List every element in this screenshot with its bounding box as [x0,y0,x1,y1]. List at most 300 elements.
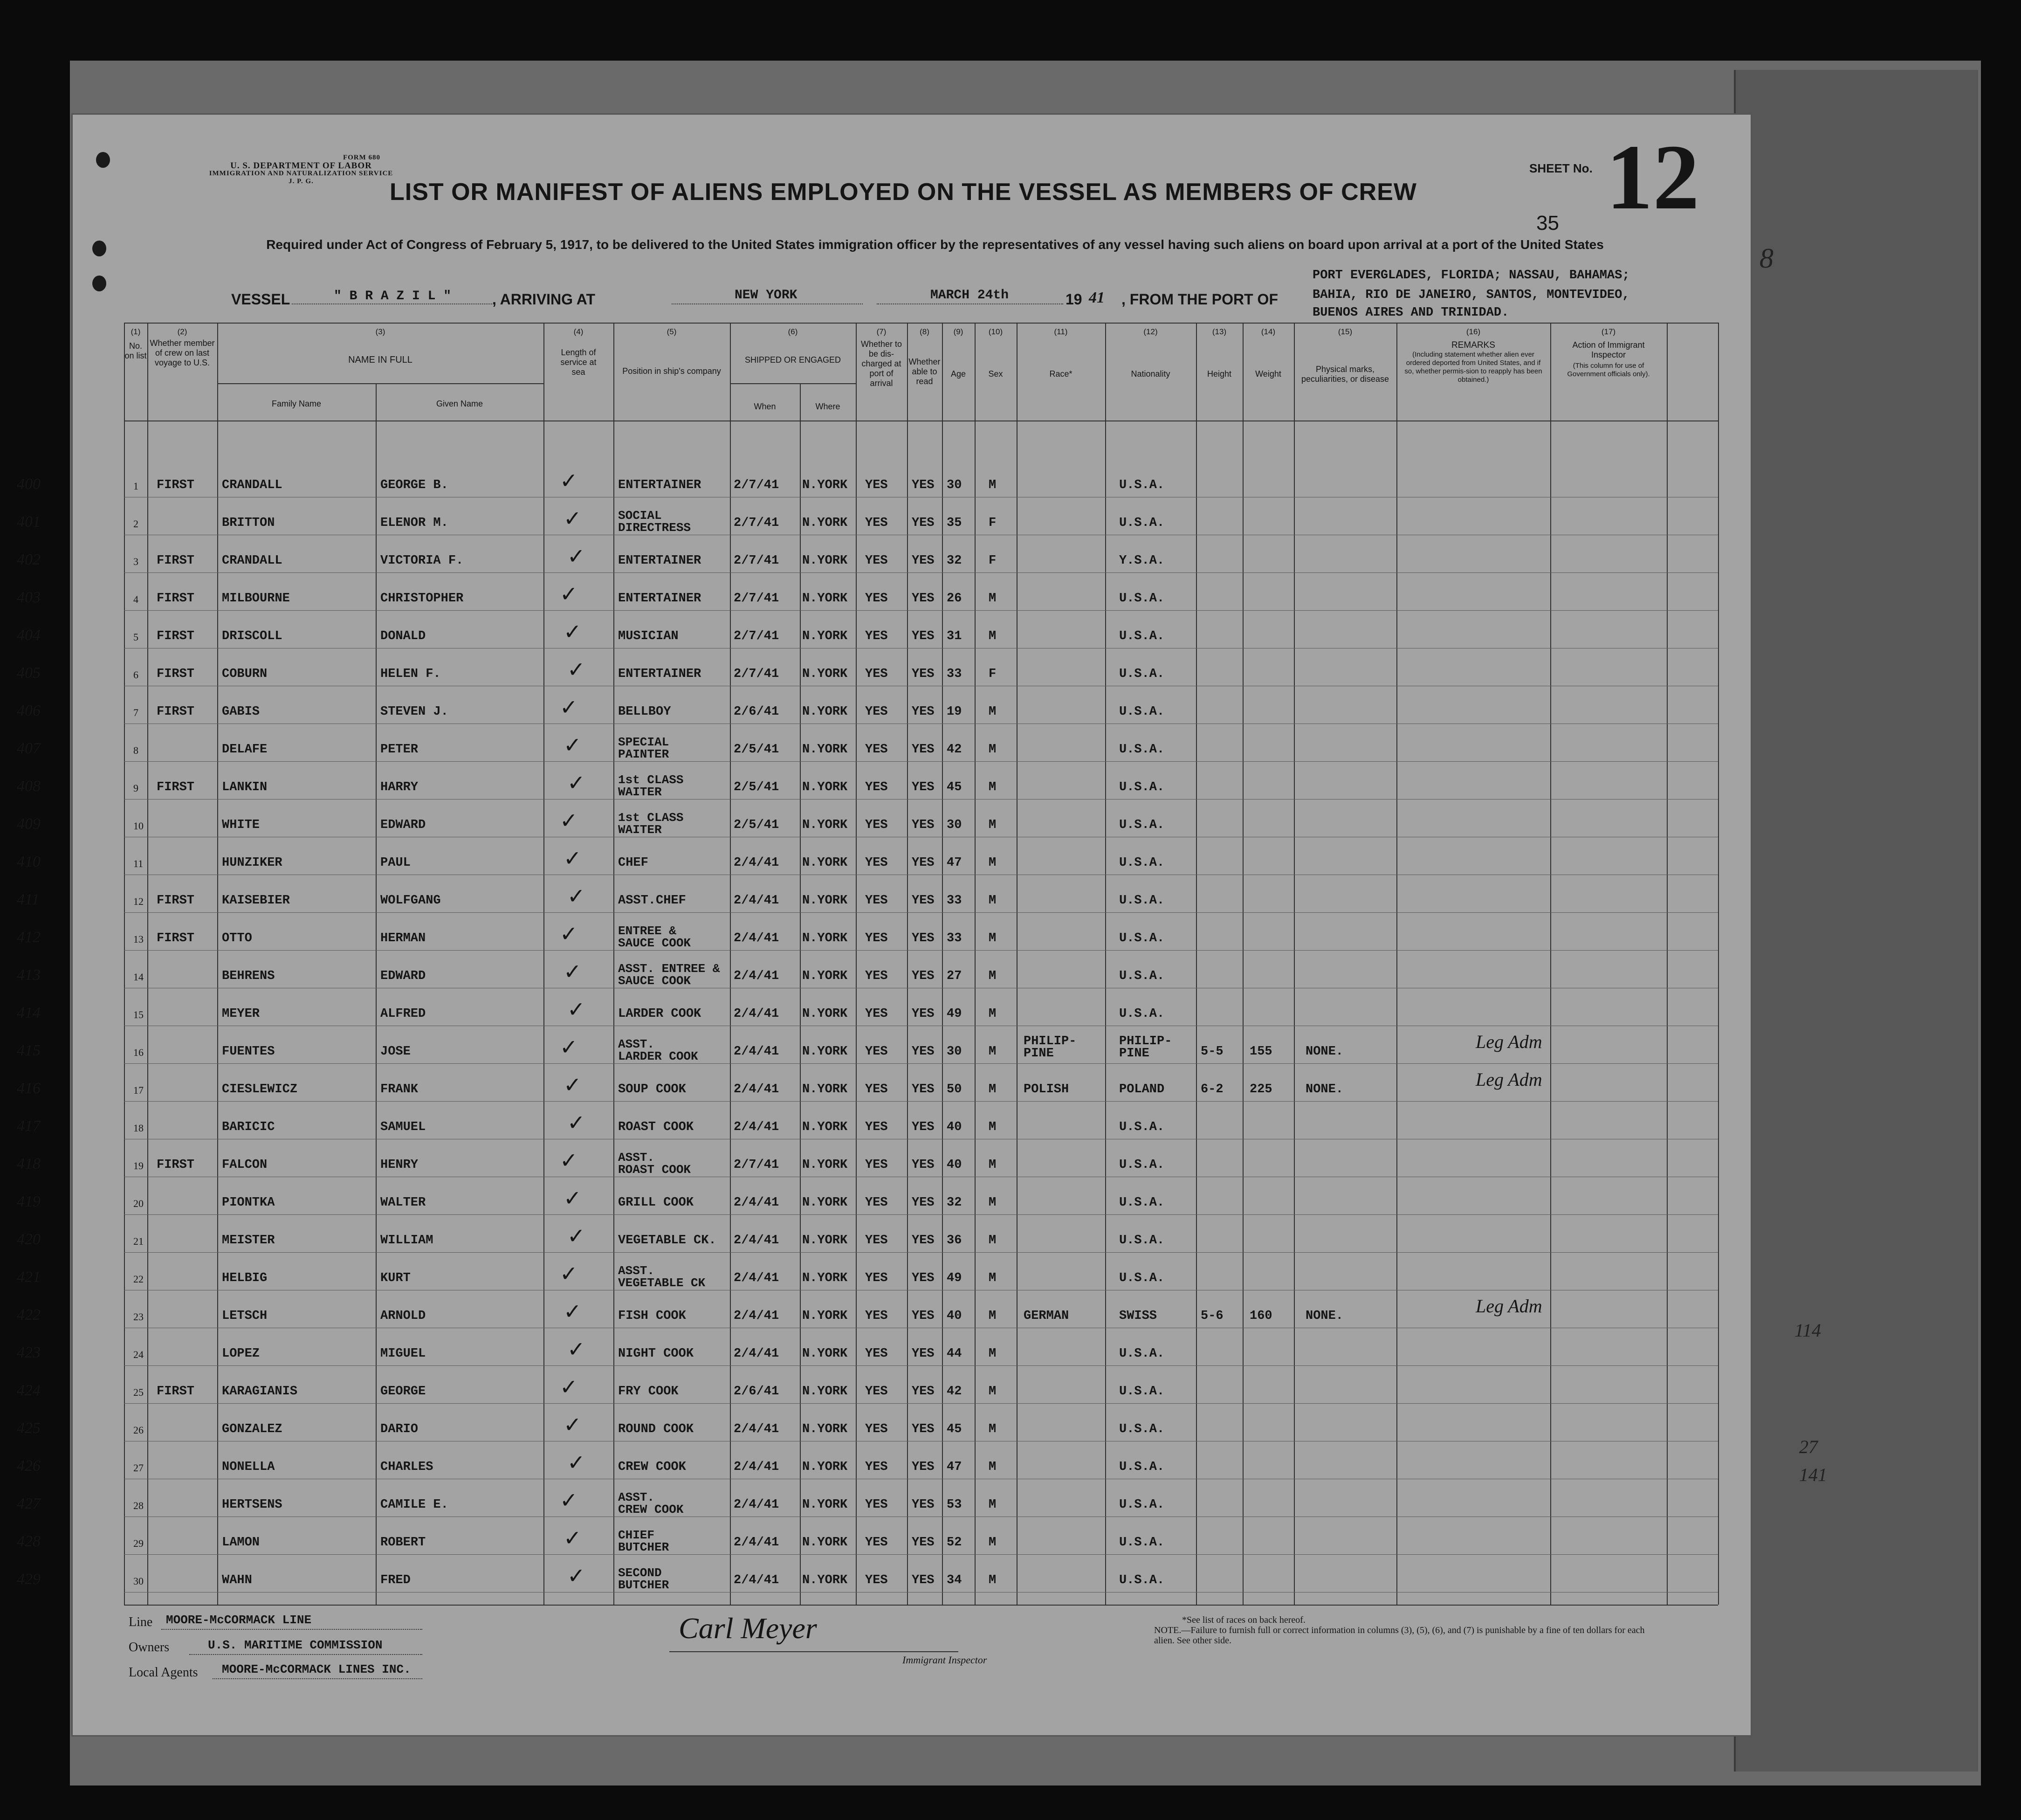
sex: M [989,1498,997,1512]
shipped-when: 2/4/41 [734,1196,779,1210]
shipped-when: 2/4/41 [734,1498,779,1512]
inspector-label: Immigrant Inspector [902,1654,987,1666]
check-mark-icon: ✓ [567,544,585,569]
col10-number: (10) [988,327,1003,336]
shipped-where: N.YORK [802,1536,848,1550]
given-name: STEVEN J. [380,705,448,719]
vessel-line [292,303,492,304]
position: VEGETABLE CK. [618,1234,716,1248]
col12-heading: Nationality [1131,369,1170,379]
shipped-when: 2/4/41 [734,1573,779,1587]
family-name: WHITE [222,818,260,832]
side-scrawl-4: 141 [1799,1464,1827,1485]
margin-line-number: 401 [17,513,41,531]
family-name: GONZALEZ [222,1422,282,1436]
col9-heading: Age [950,369,966,379]
given-name: WOLFGANG [380,894,441,908]
owners-rule [189,1654,422,1655]
given-name: GEORGE [380,1385,426,1399]
margin-line-number: 422 [17,1306,41,1324]
age: 33 [947,931,962,945]
side-scrawl-1: 8 [1760,243,1774,274]
family-name: KAISEBIER [222,894,290,908]
discharged: YES [865,1045,888,1059]
nationality: U.S.A. [1119,818,1165,832]
margin-line-number: 417 [17,1117,41,1135]
age: 40 [947,1158,962,1172]
position: ENTERTAINER [618,554,701,568]
year-label: 19 [1065,291,1082,308]
family-name: COBURN [222,667,268,681]
check-mark-icon: ✓ [567,657,585,682]
able-to-read: YES [912,894,935,908]
discharged: YES [865,1422,888,1436]
given-name: CHARLES [380,1460,433,1474]
given-name: HELEN F. [380,667,441,681]
prior-voyage: FIRST [157,478,195,492]
shipped-when: 2/7/41 [734,554,779,568]
sex: M [989,1422,997,1436]
check-mark-icon: ✓ [567,1223,585,1248]
table-row [17,686,1751,724]
given-name-heading: Given Name [436,399,483,408]
col2-heading: Whether member of crew on last voyage to U.S. [150,338,215,367]
table-row [17,1328,1751,1366]
family-name: MEISTER [222,1234,275,1248]
position-line-1: ENTREE & [618,924,676,938]
departure-port-line-3: BUENOS AIRES AND TRINIDAD. [1313,306,1509,320]
margin-line-number: 429 [17,1571,41,1588]
age: 30 [947,478,962,492]
position [618,1567,669,1591]
check-mark-icon: ✓ [567,1110,585,1135]
table-top-rule [124,323,1718,324]
departure-port-line-2: BAHIA, RIO DE JANEIRO, SANTOS, MONTEVIDEO, [1313,288,1630,302]
check-mark-icon: ✓ [560,1261,578,1286]
able-to-read: YES [912,667,935,681]
position-line-1: SOCIAL [618,509,662,523]
col15-heading: Physical marks, peculiarities, or disease [1301,365,1389,384]
shipped-when: 2/5/41 [734,780,779,794]
family-name: NONELLA [222,1460,275,1474]
able-to-read: YES [912,629,935,643]
list-number: 20 [133,1198,144,1209]
able-to-read: YES [912,1082,935,1096]
shipped-when: 2/4/41 [734,1460,779,1474]
shipped-where: N.YORK [802,818,848,832]
sex: M [989,478,997,492]
family-name: MEYER [222,1007,260,1021]
margin-line-number: 404 [17,627,41,644]
sex: M [989,931,997,945]
family-name: MILBOURNE [222,592,290,606]
list-number: 17 [133,1084,144,1096]
discharged: YES [865,1347,888,1361]
family-name: KARAGIANIS [222,1385,298,1399]
weight: 225 [1250,1082,1272,1096]
sex: F [989,667,997,681]
able-to-read: YES [912,554,935,568]
prior-voyage: FIRST [157,1158,195,1172]
position: ENTERTAINER [618,478,701,492]
family-name: LANKIN [222,780,268,794]
departure-port-line-1: PORT EVERGLADES, FLORIDA; NASSAU, BAHAMAS; [1313,269,1630,283]
nationality: U.S.A. [1119,1460,1165,1474]
position [618,736,669,760]
able-to-read: YES [912,1196,935,1210]
sex: M [989,743,997,757]
table-row [17,1479,1751,1517]
margin-line-number: 410 [17,853,41,870]
given-name: VICTORIA F. [380,554,464,568]
age: 44 [947,1347,962,1361]
shipped-subrule [730,383,856,384]
discharged: YES [865,554,888,568]
height: 5-5 [1201,1045,1224,1059]
shipped-when: 2/4/41 [734,1120,779,1134]
position: NIGHT COOK [618,1347,694,1361]
date-line [877,303,1063,304]
nationality: U.S.A. [1119,1498,1165,1512]
nationality: U.S.A. [1119,592,1165,606]
position-line-2: SAUCE COOK [618,936,691,950]
given-name: SAMUEL [380,1120,426,1134]
position-line-1: ASST. [618,1151,655,1165]
nationality: U.S.A. [1119,1196,1165,1210]
list-number: 13 [133,933,144,945]
sex: M [989,1309,997,1323]
family-name: FUENTES [222,1045,275,1059]
able-to-read: YES [912,1460,935,1474]
margin-line-number: 427 [17,1495,41,1512]
shipped-when: 2/7/41 [734,667,779,681]
given-name: ARNOLD [380,1309,426,1323]
given-name: CHRISTOPHER [380,592,464,606]
given-name: WALTER [380,1196,426,1210]
family-name: PIONTKA [222,1196,275,1210]
physical-marks: NONE. [1306,1045,1344,1059]
prior-voyage: FIRST [157,629,195,643]
shipped-where: N.YORK [802,554,848,568]
shipped-when: 2/4/41 [734,1234,779,1248]
sex: M [989,1385,997,1399]
margin-line-number: 425 [17,1420,41,1437]
shipped-where: N.YORK [802,1460,848,1474]
shipped-when: 2/5/41 [734,818,779,832]
sex: M [989,1082,997,1096]
nationality: U.S.A. [1119,894,1165,908]
position: ENTERTAINER [618,592,701,606]
discharged: YES [865,629,888,643]
shipped-where: N.YORK [802,1082,848,1096]
table-row [17,1441,1751,1479]
form-number: FORM 680 [343,154,381,161]
position-line-1: CHIEF [618,1528,655,1542]
position [618,812,683,836]
discharged: YES [865,856,888,870]
age: 26 [947,592,962,606]
position: FRY COOK [618,1385,679,1399]
height: 5-6 [1201,1309,1224,1323]
position-line-1: ASST. [618,1490,655,1504]
position: LARDER COOK [618,1007,701,1021]
position-line-1: 1st CLASS [618,773,684,787]
age: 52 [947,1536,962,1550]
table-row [17,913,1751,951]
race: GERMAN [1024,1309,1069,1323]
given-name: HENRY [380,1158,419,1172]
sex: M [989,856,997,870]
shipped-when: 2/7/41 [734,478,779,492]
position: FISH COOK [618,1309,686,1323]
able-to-read: YES [912,1120,935,1134]
nationality: U.S.A. [1119,780,1165,794]
table-row [17,951,1751,988]
prior-voyage: FIRST [157,931,195,945]
arrival-year: 41 [1089,289,1105,306]
nationality: U.S.A. [1119,856,1165,870]
table-row [17,535,1751,573]
position-line-2: LARDER COOK [618,1049,698,1063]
shipped-where: N.YORK [802,1158,848,1172]
age: 33 [947,894,962,908]
table-row [17,1404,1751,1441]
margin-line-number: 411 [17,891,40,908]
list-number: 27 [133,1462,144,1474]
table-row [17,1290,1751,1328]
discharged: YES [865,516,888,530]
sex: M [989,1045,997,1059]
col10-heading: Sex [988,369,1003,379]
prior-voyage: FIRST [157,667,195,681]
position: ROAST COOK [618,1120,694,1134]
col17-subheading: (This column for use of Government officials only). [1567,362,1650,378]
arriving-line [672,303,863,304]
col4-heading: Length of service at sea [560,348,597,377]
given-name: DARIO [380,1422,419,1436]
sex: M [989,1196,997,1210]
discharged: YES [865,1007,888,1021]
table-row [17,762,1751,800]
races-note: *See list of races on back hereof. [1182,1615,1306,1625]
arriving-label: , ARRIVING AT [492,291,596,308]
list-number: 15 [133,1009,144,1020]
discharged: YES [865,1498,888,1512]
list-number: 30 [133,1575,144,1587]
table-row [17,648,1751,686]
col6-number: (6) [788,327,798,336]
family-name-heading: Family Name [271,399,321,408]
check-mark-icon: ✓ [560,1034,578,1060]
discharged: YES [865,1158,888,1172]
shipped-where: N.YORK [802,1234,848,1248]
family-name: HELBIG [222,1271,268,1285]
position [618,1265,705,1289]
col4-number: (4) [573,327,584,336]
shipped-where: N.YORK [802,478,848,492]
age: 19 [947,705,962,719]
shipped-when: 2/4/41 [734,1536,779,1550]
nationality: U.S.A. [1119,629,1165,643]
age: 49 [947,1007,962,1021]
table-row [17,1215,1751,1253]
prior-voyage: FIRST [157,705,195,719]
list-number: 24 [133,1349,144,1360]
list-number: 6 [133,669,138,681]
position [618,925,691,949]
sex: M [989,1271,997,1285]
nationality: POLAND [1119,1082,1165,1096]
shipped-where: N.YORK [802,856,848,870]
col13-number: (13) [1212,327,1227,336]
discharged: YES [865,1536,888,1550]
table-row [17,611,1751,648]
line-label: Line [129,1615,153,1629]
prior-voyage: FIRST [157,592,195,606]
position: ASST.CHEF [618,894,686,908]
able-to-read: YES [912,1234,935,1248]
family-name: BARICIC [222,1120,275,1134]
age: 30 [947,818,962,832]
given-name: CAMILE E. [380,1498,448,1512]
col9-number: (9) [953,327,963,336]
col8-heading: Whether able to read [908,357,941,386]
position [618,510,691,534]
shipped-where: N.YORK [802,1573,848,1587]
shipped-when: 2/7/41 [734,1158,779,1172]
sex: M [989,780,997,794]
list-number: 21 [133,1235,144,1247]
margin-line-number: 408 [17,778,41,795]
sex: F [989,516,997,530]
able-to-read: YES [912,1573,935,1587]
from-port-label: , FROM THE PORT OF [1121,291,1278,308]
position-line-1: 1st CLASS [618,811,684,825]
list-number: 3 [133,556,138,567]
col1-number: (1) [131,327,141,336]
family-name: LETSCH [222,1309,268,1323]
nationality: PHILIP-PINE [1119,1034,1172,1061]
family-name: WAHN [222,1573,252,1587]
position: CREW COOK [618,1460,686,1474]
discharged: YES [865,667,888,681]
col12-number: (12) [1143,327,1158,336]
family-name: BRITTON [222,516,275,530]
discharged: YES [865,743,888,757]
position-line-1: ASST. [618,1264,655,1278]
sex: M [989,1573,997,1587]
shipped-when: 2/7/41 [734,516,779,530]
arriving-port: NEW YORK [735,288,797,303]
table-bottom-rule [124,1605,1718,1606]
check-mark-icon: ✓ [560,695,578,720]
table-row [17,573,1751,611]
age: 32 [947,1196,962,1210]
check-mark-icon: ✓ [567,1337,585,1362]
margin-line-number: 409 [17,815,41,833]
position [618,1491,683,1516]
margin-line-number: 415 [17,1042,41,1059]
shipped-when: 2/4/41 [734,1422,779,1436]
table-row [17,875,1751,913]
given-name: DONALD [380,629,426,643]
age: 45 [947,1422,962,1436]
shipped-where: N.YORK [802,1007,848,1021]
shipped-when: 2/6/41 [734,1385,779,1399]
given-name: EDWARD [380,969,426,983]
shipped-where: N.YORK [802,705,848,719]
form-code: J. P. G. [289,178,314,185]
shipped-where: N.YORK [802,1045,848,1059]
able-to-read: YES [912,780,935,794]
margin-line-number: 421 [17,1268,41,1286]
position-line-2: WAITER [618,823,662,837]
remarks-handwritten: Leg Adm [1476,1069,1542,1090]
given-name: ELENOR M. [380,516,448,530]
nationality: U.S.A. [1119,1347,1165,1361]
prior-voyage: FIRST [157,554,195,568]
list-number: 25 [133,1386,144,1398]
shipped-when: 2/4/41 [734,1271,779,1285]
list-number: 18 [133,1122,144,1134]
col17-number: (17) [1601,327,1616,336]
col17-heading: Action of Immigrant Inspector [1572,340,1645,359]
shipped-where: N.YORK [802,1498,848,1512]
table-row [17,1064,1751,1102]
nationality: U.S.A. [1119,1158,1165,1172]
nationality: Y.S.A. [1119,554,1165,568]
position-line-2: WAITER [618,785,662,799]
able-to-read: YES [912,1045,935,1059]
age: 30 [947,1045,962,1059]
given-name: PAUL [380,856,411,870]
sex: M [989,969,997,983]
position-line-2: BUTCHER [618,1540,669,1554]
position-line-2: ROAST COOK [618,1163,691,1177]
age: 36 [947,1234,962,1248]
age: 49 [947,1271,962,1285]
nationality: U.S.A. [1119,1271,1165,1285]
check-mark-icon: ✓ [560,921,578,946]
margin-line-number: 420 [17,1231,41,1248]
family-name: HERTSENS [222,1498,282,1512]
shipped-where: N.YORK [802,969,848,983]
position-line-2: SAUCE COOK [618,974,691,988]
position-line-2: CREW COOK [618,1503,684,1517]
col5-heading: Position in ship's company [622,366,721,376]
family-name: CIESLEWICZ [222,1082,298,1096]
nationality: U.S.A. [1119,1422,1165,1436]
check-mark-icon: ✓ [564,732,582,758]
discharged: YES [865,780,888,794]
nationality: U.S.A. [1119,969,1165,983]
remarks-handwritten: Leg Adm [1476,1296,1542,1317]
able-to-read: YES [912,856,935,870]
discharged: YES [865,1460,888,1474]
shipped-when: 2/4/41 [734,1045,779,1059]
check-mark-icon: ✓ [567,1563,585,1588]
position: CHEF [618,856,648,870]
able-to-read: YES [912,969,935,983]
discharged: YES [865,969,888,983]
given-name: EDWARD [380,818,426,832]
stamp-number: 35 [1536,212,1559,234]
shipped-where: N.YORK [802,1422,848,1436]
discharged: YES [865,1120,888,1134]
col1-heading: No. on list [124,341,147,360]
family-name: FALCON [222,1158,268,1172]
col7-number: (7) [876,327,887,336]
